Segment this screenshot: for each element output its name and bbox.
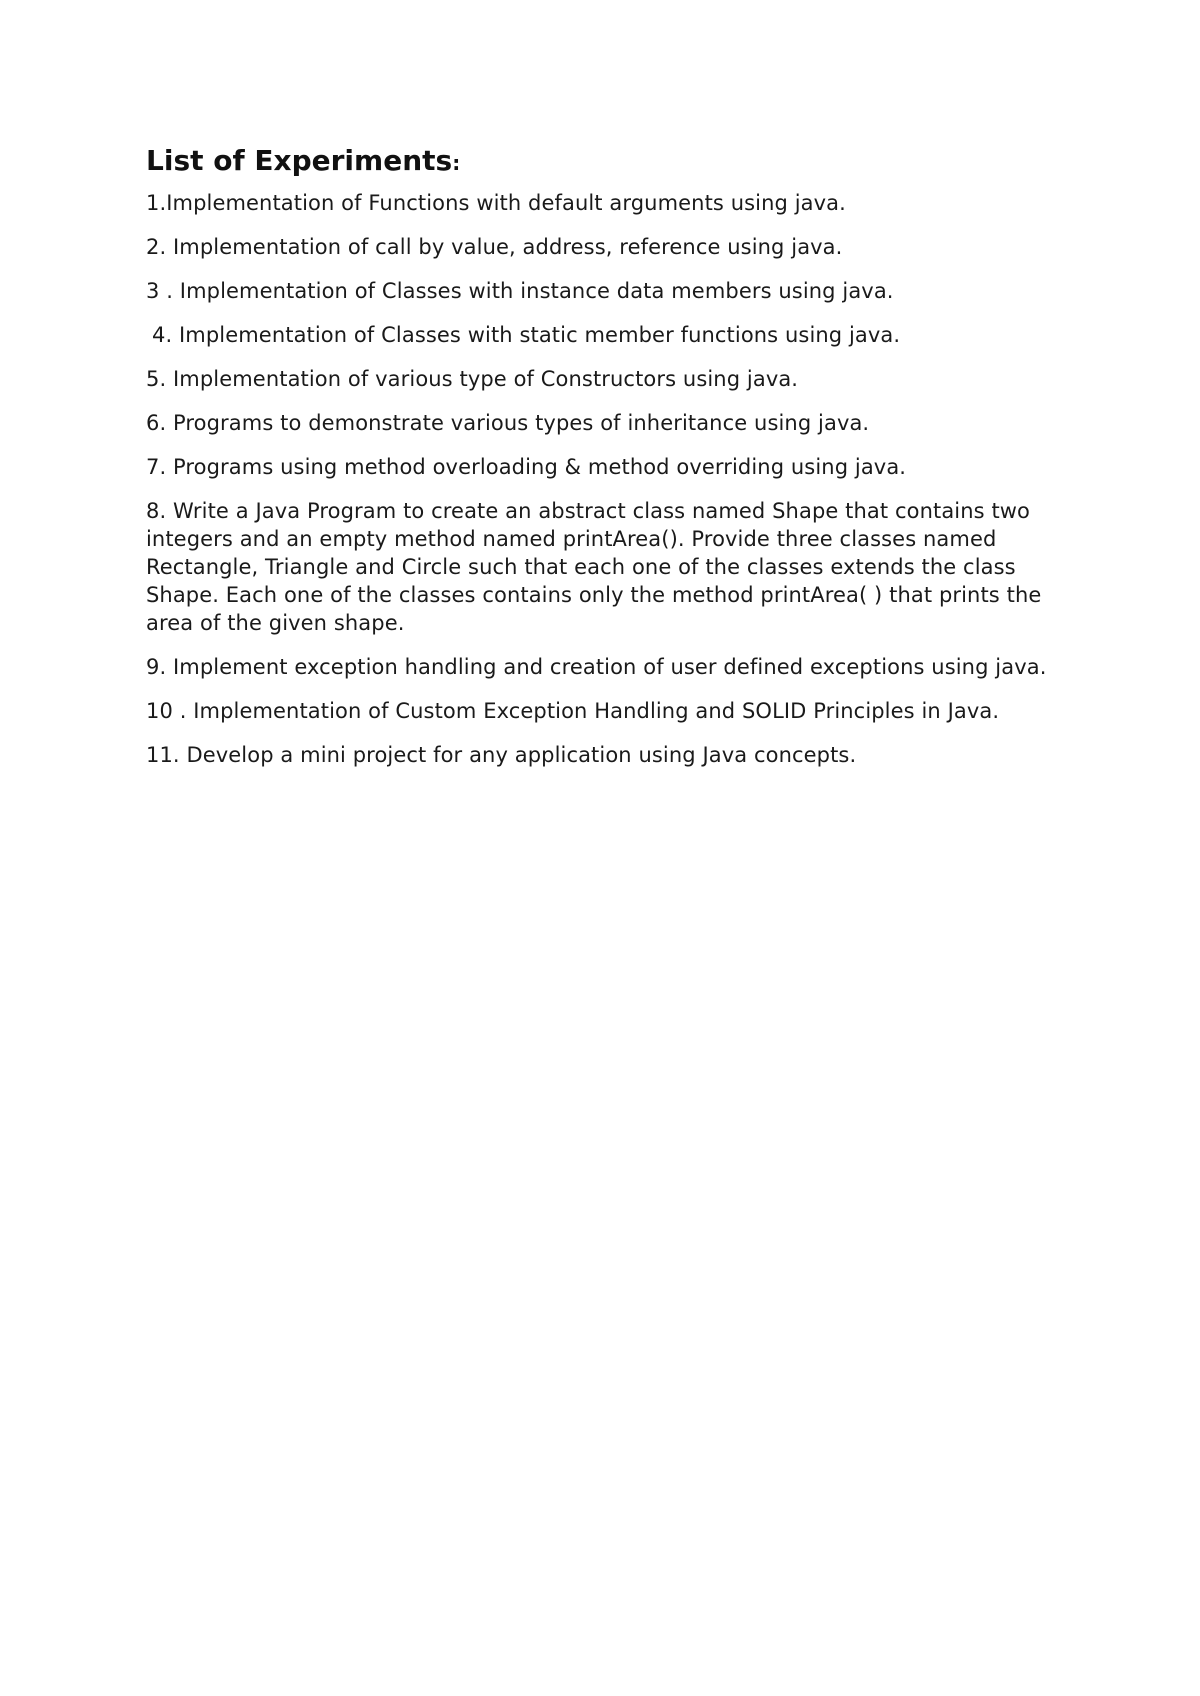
heading-text: List of Experiments <box>146 144 453 177</box>
experiment-item-8: 8. Write a Java Program to create an abstract class named Shape that contains two integers and an empty method named printArea(). Provide three classes named Rectangle, Triangle and Circle such that each one of the classes extends the class Shape. Each one of the classes contains only the method printArea( ) that prints the area of the given shape. <box>146 499 1042 635</box>
experiment-item-3: 3 . Implementation of Classes with instance data members using java. <box>146 279 894 303</box>
experiment-item-7: 7. Programs using method overloading & method overriding using java. <box>146 455 907 479</box>
heading-colon: : <box>452 151 461 175</box>
experiment-item-9: 9. Implement exception handling and creation of user defined exceptions using java. <box>146 655 1047 679</box>
experiment-item-11: 11. Develop a mini project for any application using Java concepts. <box>146 743 857 767</box>
experiment-item-10: 10 . Implementation of Custom Exception Handling and SOLID Principles in Java. <box>146 699 1000 723</box>
experiment-item-1: 1.Implementation of Functions with default arguments using java. <box>146 191 846 215</box>
experiment-item-2: 2. Implementation of call by value, address, reference using java. <box>146 235 843 259</box>
document-heading <box>146 143 1066 181</box>
experiment-item-6: 6. Programs to demonstrate various types of inheritance using java. <box>146 411 870 435</box>
experiment-item-4: 4. Implementation of Classes with static member functions using java. <box>152 323 901 347</box>
experiment-item-5: 5. Implementation of various type of Constructors using java. <box>146 367 799 391</box>
document-content <box>146 143 1066 785</box>
